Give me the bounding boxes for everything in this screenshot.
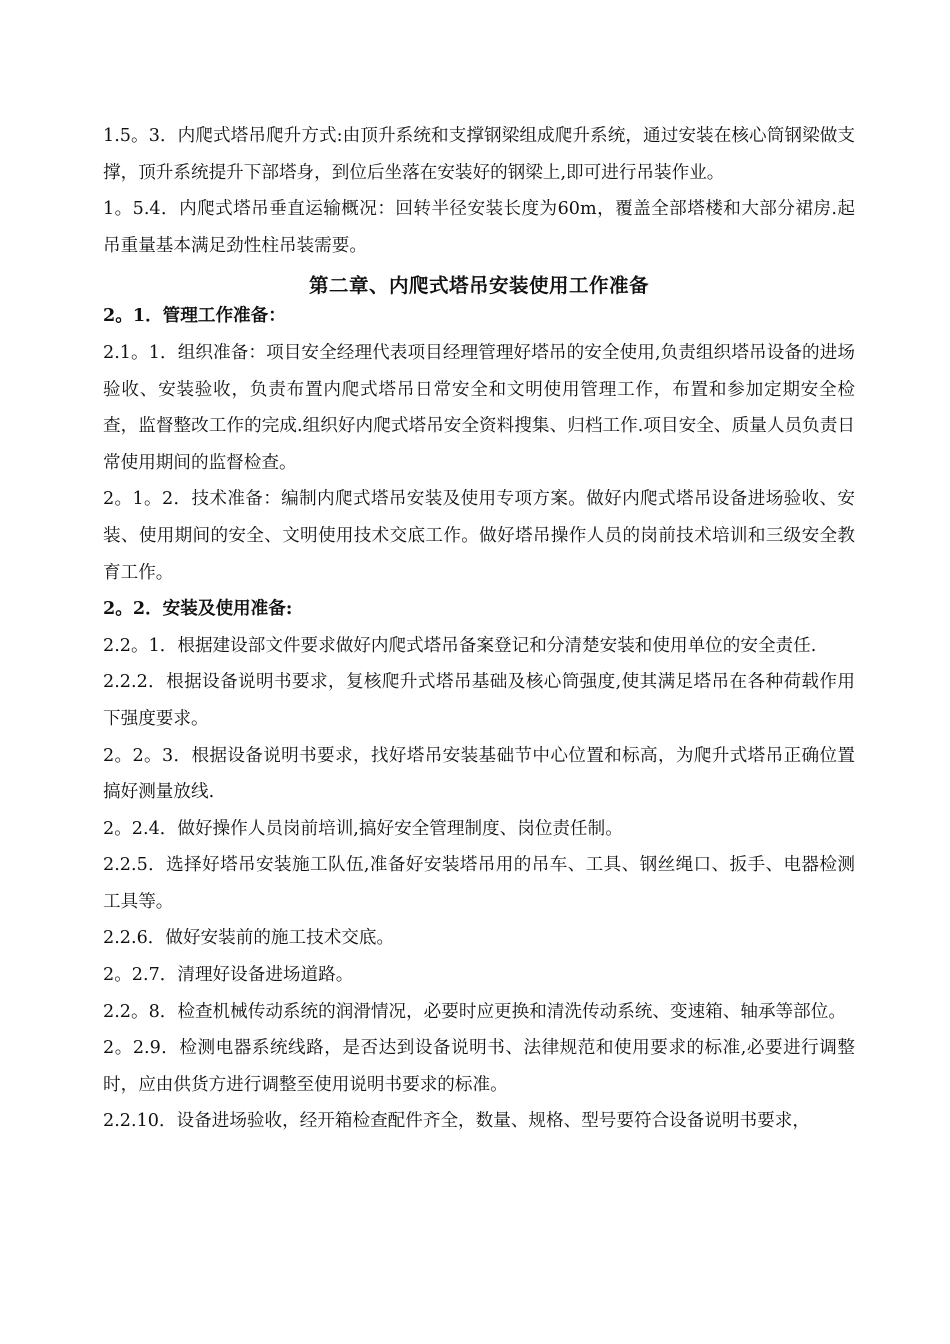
paragraph-2-2-3: 2。2。3．根据设备说明书要求，找好塔吊安装基础节中心位置和标高，为爬升式塔吊正确位置搞好测量放线. (103, 745, 855, 803)
section-title-2-1: 2。1．管理工作准备： (103, 305, 286, 327)
paragraph-2-2-1: 2.2。1．根据建设部文件要求做好内爬式塔吊备案登记和分清楚安装和使用单位的安全责任. (103, 635, 817, 656)
paragraph-2-1-1: 2.1。1．组织准备：项目安全经理代表项目经理管理好塔吊的安全使用,负责组织塔吊设备的进场验收、安装验收，负责布置内爬式塔吊日常安全和文明使用管理工作，布置和参加定期安全检查，监督整改工作的完成.组织好内爬式塔吊安全资料搜集、归档工作.项目安全、质量人员负责日常使用期间的监督检查。 (103, 342, 855, 473)
paragraph-2-2-9: 2。2.9．检测电器系统线路，是否达到设备说明书、法律规范和使用要求的标准,必要进行调整时，应由供货方进行调整至使用说明书要求的标准。 (103, 1038, 855, 1095)
paragraph-2-2-6: 2.2.6．做好安装前的施工技术交底。 (103, 928, 395, 949)
document-page (103, 118, 855, 1140)
paragraph-2-2-10: 2.2.10．设备进场验收，经开箱检查配件齐全，数量、规格、型号要符合设备说明书要求， (103, 1111, 810, 1132)
section-title-2-2: 2。2．安装及使用准备: (103, 598, 293, 620)
chapter-title: 第二章、内爬式塔吊安装使用工作准备 (308, 274, 649, 298)
paragraph-1-5-4: 1。5.4．内爬式塔吊垂直运输概况：回转半径安装长度为60m，覆盖全部塔楼和大部分裙房.起吊重量基本满足劲性柱吊装需要。 (103, 199, 855, 256)
paragraph-1-5-3: 1.5。3．内爬式塔吊爬升方式:由顶升系统和支撑钢梁组成爬升系统，通过安装在核心筒钢梁做支撑，顶升系统提升下部塔身，到位后坐落在安装好的钢梁上,即可进行吊装作业。 (103, 126, 855, 183)
paragraph-2-2-5: 2.2.5．选择好塔吊安装施工队伍,准备好安装塔吊用的吊车、工具、钢丝绳口、扳手、电器检测工具等。 (103, 855, 855, 912)
paragraph-2-2-2: 2.2.2．根据设备说明书要求，复核爬升式塔吊基础及核心筒强度,使其满足塔吊在各种荷载作用下强度要求。 (103, 672, 855, 729)
paragraph-2-1-2: 2。1。2．技术准备：编制内爬式塔吊安装及使用专项方案。做好内爬式塔吊设备进场验收、安装、使用期间的安全、文明使用技术交底工作。做好塔吊操作人员的岗前技术培训和三级安全教育工作。 (103, 489, 855, 583)
paragraph-2-2-7: 2。2.7．清理好设备进场道路。 (103, 965, 354, 986)
paragraph-2-2-8: 2.2。8．检查机械传动系统的润滑情况，必要时应更换和清洗传动系统、变速箱、轴承等部位。 (103, 1001, 846, 1022)
paragraph-2-2-4: 2。2.4．做好操作人员岗前培训,搞好安全管理制度、岗位责任制。 (103, 818, 623, 839)
